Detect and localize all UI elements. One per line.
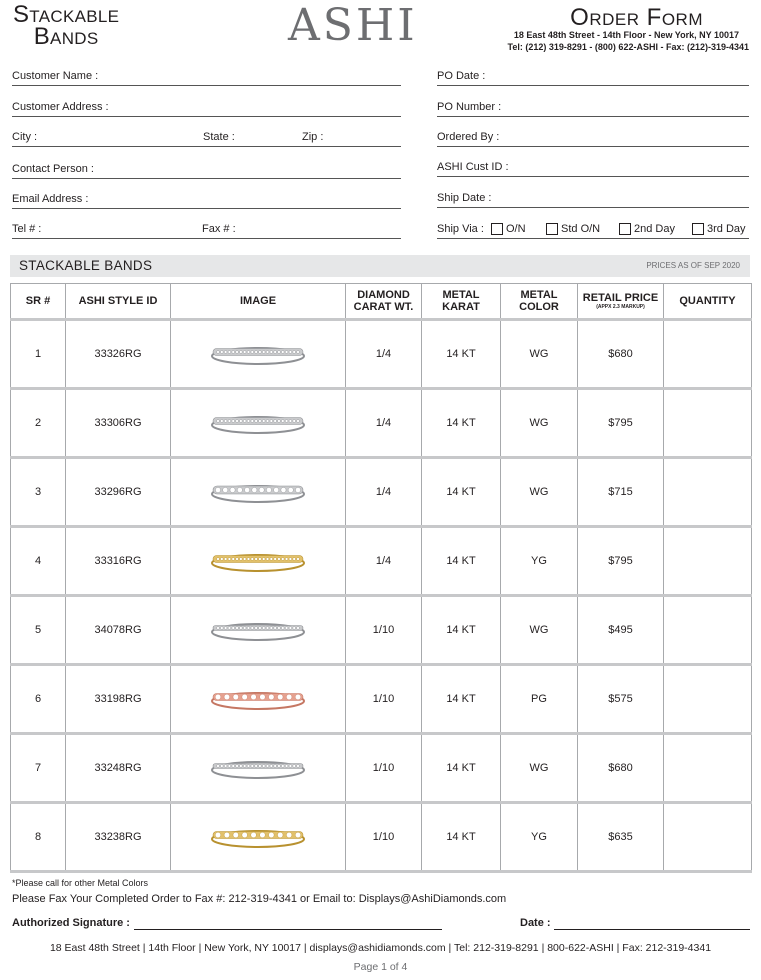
contact-person-field[interactable] — [12, 159, 401, 179]
ring-image — [210, 410, 306, 436]
checkbox[interactable] — [491, 223, 503, 235]
price-cell: $635 — [578, 803, 664, 872]
price-cell: $680 — [578, 320, 664, 389]
color-cell: WG — [501, 389, 578, 458]
header-contact: Tel: (212) 319-8291 - (800) 622-ASHI - Fax: (212)-319-4341 — [507, 42, 749, 52]
carat-cell: 1/10 — [346, 803, 422, 872]
fax-instructions: Please Fax Your Completed Order to Fax #: 212-319-4341 or Email to: Displays@AshiDiamonds.com — [12, 893, 507, 905]
table-header-row — [11, 284, 752, 320]
cust-id-label: ASHI Cust ID : — [437, 161, 509, 173]
sr-cell: 2 — [11, 389, 66, 458]
carat-cell: 1/10 — [346, 665, 422, 734]
sr-cell: 4 — [11, 527, 66, 596]
email-field[interactable] — [12, 189, 401, 209]
color-cell: WG — [501, 734, 578, 803]
carat-cell: 1/4 — [346, 527, 422, 596]
checkbox[interactable] — [692, 223, 704, 235]
price-cell: $495 — [578, 596, 664, 665]
image-cell — [171, 527, 346, 596]
style-id-cell: 33306RG — [66, 389, 171, 458]
po-number-label: PO Number : — [437, 101, 502, 113]
ship-via-label: Ship Via : — [437, 223, 484, 235]
table-row — [11, 803, 752, 872]
karat-cell: 14 KT — [422, 803, 501, 872]
carat-cell: 1/4 — [346, 389, 422, 458]
customer-address-label: Customer Address : — [12, 101, 109, 113]
style-id-cell: 33238RG — [66, 803, 171, 872]
quantity-cell[interactable] — [664, 458, 752, 527]
section-title: STACKABLE BANDS — [19, 258, 153, 273]
signature-line[interactable] — [134, 929, 442, 930]
carat-cell: 1/10 — [346, 734, 422, 803]
style-id-cell: 33316RG — [66, 527, 171, 596]
customer-address-field[interactable] — [12, 97, 401, 117]
price-cell: $715 — [578, 458, 664, 527]
karat-cell: 14 KT — [422, 458, 501, 527]
style-id-cell: 34078RG — [66, 596, 171, 665]
image-cell — [171, 320, 346, 389]
sr-cell: 6 — [11, 665, 66, 734]
tel-fax-field[interactable] — [12, 219, 401, 239]
ring-image — [210, 755, 306, 781]
price-cell: $795 — [578, 527, 664, 596]
color-cell: YG — [501, 527, 578, 596]
ashi-logo: ASHI — [288, 0, 418, 51]
color-cell: WG — [501, 320, 578, 389]
ship-via-field — [437, 219, 749, 239]
title-line-2: Bands — [33, 23, 99, 50]
ring-image — [210, 617, 306, 643]
image-cell — [171, 665, 346, 734]
date-label: Date : — [520, 917, 551, 929]
ring-image — [210, 686, 306, 712]
header-address: 18 East 48th Street - 14th Floor - New York, NY 10017 — [513, 30, 739, 40]
ship-option-3rd-day[interactable]: 3rd Day — [692, 223, 746, 235]
ship-date-field[interactable] — [437, 188, 749, 208]
image-cell — [171, 734, 346, 803]
karat-cell: 14 KT — [422, 320, 501, 389]
price-cell: $575 — [578, 665, 664, 734]
karat-cell: 14 KT — [422, 389, 501, 458]
image-cell — [171, 803, 346, 872]
ship-option-2nd-day[interactable]: 2nd Day — [619, 223, 675, 235]
tel-label: Tel # : — [12, 223, 42, 235]
style-id-cell: 33248RG — [66, 734, 171, 803]
metal-colors-note: *Please call for other Metal Colors — [12, 878, 149, 888]
section-header — [10, 255, 750, 277]
quantity-cell[interactable] — [664, 803, 752, 872]
ring-image — [210, 479, 306, 505]
city-label: City : — [12, 131, 38, 143]
table-row — [11, 389, 752, 458]
price-cell: $795 — [578, 389, 664, 458]
date-field[interactable] — [520, 917, 750, 932]
color-cell: WG — [501, 458, 578, 527]
table-row — [11, 665, 752, 734]
color-cell: WG — [501, 596, 578, 665]
sr-cell: 5 — [11, 596, 66, 665]
sr-cell: 7 — [11, 734, 66, 803]
image-cell — [171, 596, 346, 665]
quantity-cell[interactable] — [664, 665, 752, 734]
ship-option-std-on[interactable]: Std O/N — [546, 223, 600, 235]
table-row — [11, 734, 752, 803]
sr-cell: 8 — [11, 803, 66, 872]
quantity-cell[interactable] — [664, 734, 752, 803]
col-image: IMAGE — [171, 284, 346, 320]
ring-image — [210, 824, 306, 850]
quantity-cell[interactable] — [664, 389, 752, 458]
order-form-title: Order Form — [570, 4, 703, 31]
sr-cell: 1 — [11, 320, 66, 389]
contact-person-label: Contact Person : — [12, 163, 94, 175]
ship-option-on[interactable]: O/N — [491, 223, 526, 235]
document-title — [13, 1, 120, 50]
style-id-cell: 33326RG — [66, 320, 171, 389]
color-cell: YG — [501, 803, 578, 872]
col-karat: METAL KARAT — [422, 284, 501, 320]
carat-cell: 1/10 — [346, 596, 422, 665]
karat-cell: 14 KT — [422, 665, 501, 734]
date-line[interactable] — [554, 929, 750, 930]
page-number: Page 1 of 4 — [353, 961, 408, 973]
table-row — [11, 596, 752, 665]
po-date-label: PO Date : — [437, 70, 486, 82]
color-cell: PG — [501, 665, 578, 734]
ring-image — [210, 548, 306, 574]
signature-label: Authorized Signature : — [12, 917, 130, 929]
col-color: METAL COLOR — [501, 284, 578, 320]
fax-label: Fax # : — [202, 223, 236, 235]
product-table — [10, 283, 752, 873]
customer-name-label: Customer Name : — [12, 70, 99, 82]
carat-cell: 1/4 — [346, 458, 422, 527]
image-cell — [171, 458, 346, 527]
style-id-cell: 33198RG — [66, 665, 171, 734]
po-number-field[interactable] — [437, 97, 749, 117]
col-carat: DIAMOND CARAT WT. — [346, 284, 422, 320]
col-price: RETAIL PRICE (APPX 2.3 MARKUP) — [578, 284, 664, 320]
col-style: ASHI STYLE ID — [66, 284, 171, 320]
karat-cell: 14 KT — [422, 596, 501, 665]
col-sr: SR # — [11, 284, 66, 320]
title-line-1: Stackable — [13, 1, 120, 28]
table-row — [11, 320, 752, 389]
footer-contact: 18 East 48th Street | 14th Floor | New York, NY 10017 | displays@ashidiamonds.com | Tel: 212-319-8291 | 800-622-ASHI | Fax: 212-319-4341 — [49, 942, 712, 954]
prices-note: PRICES AS OF SEP 2020 — [646, 261, 740, 270]
zip-label: Zip : — [302, 131, 324, 143]
table-row — [11, 458, 752, 527]
customer-name-field[interactable] — [12, 66, 401, 86]
ship-date-label: Ship Date : — [437, 192, 492, 204]
karat-cell: 14 KT — [422, 734, 501, 803]
checkbox[interactable] — [546, 223, 558, 235]
image-cell — [171, 389, 346, 458]
checkbox[interactable] — [619, 223, 631, 235]
city-state-zip-field[interactable] — [12, 127, 401, 147]
carat-cell: 1/4 — [346, 320, 422, 389]
sr-cell: 3 — [11, 458, 66, 527]
ring-image — [210, 341, 306, 367]
po-date-field[interactable] — [437, 66, 749, 86]
table-row — [11, 527, 752, 596]
karat-cell: 14 KT — [422, 527, 501, 596]
email-label: Email Address : — [12, 193, 89, 205]
price-cell: $680 — [578, 734, 664, 803]
state-label: State : — [203, 131, 235, 143]
quantity-cell[interactable] — [664, 596, 752, 665]
quantity-cell[interactable] — [664, 320, 752, 389]
ordered-by-label: Ordered By : — [437, 131, 500, 143]
ordered-by-field[interactable] — [437, 127, 749, 147]
cust-id-field[interactable] — [437, 157, 749, 177]
signature-field[interactable] — [12, 917, 442, 932]
quantity-cell[interactable] — [664, 527, 752, 596]
col-quantity: QUANTITY — [664, 284, 752, 320]
style-id-cell: 33296RG — [66, 458, 171, 527]
